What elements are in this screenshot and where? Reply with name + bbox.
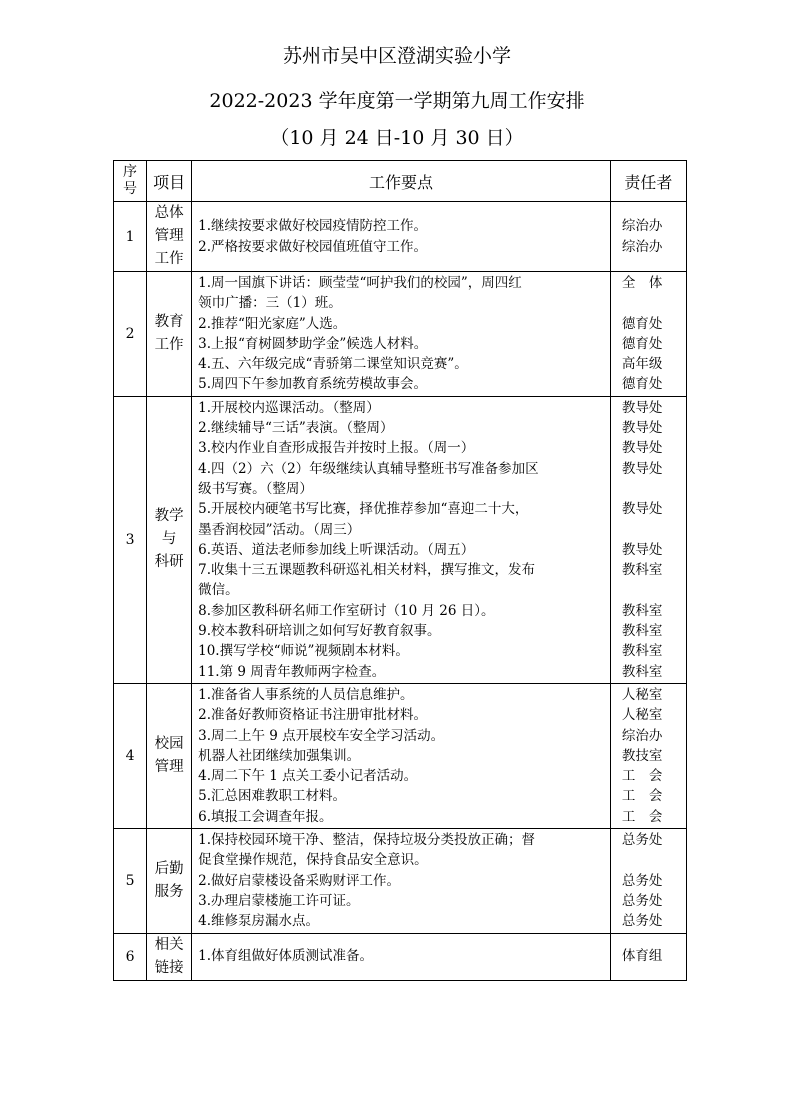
content-line: 3.上报“育树圆梦助学金”候选人材料。 <box>198 335 428 352</box>
content-line: 微信。 <box>198 582 239 599</box>
owner-line: 总务处 <box>621 913 663 930</box>
table-row <box>114 683 687 828</box>
owner-line <box>622 479 682 499</box>
owner-line: 教导处 <box>621 440 663 457</box>
category-line: 工作 <box>154 251 184 267</box>
table-row <box>114 933 687 980</box>
content-line: 1.体育组做好体质测试准备。 <box>198 948 374 965</box>
owner-line: 教科室 <box>621 643 663 660</box>
owner-line <box>622 293 682 313</box>
row-content <box>192 202 611 272</box>
row-number: 4 <box>114 683 147 828</box>
owner-line: 综治办 <box>621 727 663 744</box>
header-content: 工作要点 <box>192 161 611 202</box>
owner-line: 教科室 <box>621 562 663 579</box>
content-line: 5.周四下午参加教育系统劳模故事会。 <box>198 376 428 393</box>
owner-line: 德育处 <box>621 315 663 332</box>
row-category <box>147 396 192 683</box>
table-row <box>114 272 687 397</box>
work-plan-table <box>113 160 687 981</box>
owner-line: 全 体 <box>621 275 663 291</box>
row-number: 1 <box>114 202 147 272</box>
owner-line: 德育处 <box>621 335 663 352</box>
row-owner <box>610 683 686 828</box>
category-line: 总体 <box>154 205 184 221</box>
content-line: 机器人社团继续加强集训。 <box>198 747 361 764</box>
row-number: 2 <box>114 272 147 397</box>
category-line: 校园 <box>154 735 184 752</box>
term-title: 2022-2023 学年度第一学期第九周工作安排 <box>209 90 585 112</box>
row-category <box>147 202 192 272</box>
content-line: 促食堂操作规范，保持食品安全意识。 <box>198 852 428 869</box>
owner-line: 教科室 <box>621 602 663 619</box>
owner-line: 人秘室 <box>621 707 663 724</box>
owner-line: 教技室 <box>621 747 663 764</box>
content-line: 1.保持校园环境干净、整洁，保持垃圾分类投放正确；督 <box>198 832 536 849</box>
category-line: 工作 <box>154 336 184 353</box>
row-number: 5 <box>114 829 147 933</box>
owner-line <box>622 850 682 870</box>
row-owner <box>610 829 686 933</box>
owner-line: 教导处 <box>621 420 663 437</box>
category-line: 服务 <box>154 883 184 900</box>
owner-line: 工 会 <box>621 808 663 825</box>
category-line: 教学 <box>154 508 184 525</box>
content-line: 4.周二下午 1 点关工委小记者活动。 <box>198 768 418 785</box>
owner-line: 综治办 <box>621 238 663 255</box>
content-line: 2.准备好教师资格证书注册审批材料。 <box>198 707 428 724</box>
header-owner: 责任者 <box>610 161 686 202</box>
row-content <box>192 683 611 828</box>
content-line: 2.做好启蒙楼设备采购财评工作。 <box>198 872 401 889</box>
row-category <box>147 272 192 397</box>
content-line: 1.开展校内巡课活动。（整周） <box>198 399 380 416</box>
owner-line: 总务处 <box>621 872 663 889</box>
content-line: 1.周一国旗下讲话：顾莹莹“呵护我们的校园”，周四红 <box>198 275 522 291</box>
owner-line: 教导处 <box>621 501 663 518</box>
row-content <box>192 829 611 933</box>
row-category <box>147 933 192 980</box>
content-line: 4.五、六年级完成“青骄第二课堂知识竞赛”。 <box>198 356 468 373</box>
content-line: 1.继续按要求做好校园疫情防控工作。 <box>198 218 428 235</box>
row-number: 6 <box>114 933 147 980</box>
owner-line <box>622 580 682 600</box>
header-category: 项目 <box>147 161 192 202</box>
content-line: 6.填报工会调查年报。 <box>198 808 333 825</box>
row-owner <box>610 202 686 272</box>
owner-line: 教导处 <box>621 541 663 558</box>
content-line: 6.英语、道法老师参加线上听课活动。（周五） <box>198 541 475 558</box>
owner-line: 总务处 <box>621 832 663 849</box>
date-range: （10 月 24 日-10 月 30 日） <box>270 127 524 149</box>
category-line: 与 <box>161 531 177 548</box>
content-line: 级书写赛。（整周） <box>198 480 313 497</box>
content-line: 11.第 9 周青年教师两字检查。 <box>198 663 386 680</box>
content-line: 5.汇总困难教职工材料。 <box>198 788 347 805</box>
owner-line <box>622 520 682 540</box>
category-line: 管理 <box>154 228 184 244</box>
content-line: 2.推荐“阳光家庭”人选。 <box>198 315 347 332</box>
content-line: 墨香润校园”活动。（周三） <box>198 521 361 538</box>
content-line: 7.收集十三五课题教科研巡礼相关材料，撰写推文，发布 <box>198 562 536 579</box>
table-row <box>114 202 687 272</box>
owner-line: 工 会 <box>621 788 663 805</box>
category-line: 相关 <box>154 936 184 953</box>
table-header-row <box>114 161 687 202</box>
row-number: 3 <box>114 396 147 683</box>
content-line: 领巾广播：三（1）班。 <box>198 295 342 312</box>
category-line: 链接 <box>154 959 184 976</box>
row-content <box>192 396 611 683</box>
row-content <box>192 272 611 397</box>
row-owner <box>610 933 686 980</box>
content-line: 2.严格按要求做好校园值班值守工作。 <box>198 238 428 255</box>
header-number: 序 号 <box>114 161 147 202</box>
owner-line: 教导处 <box>621 460 663 477</box>
row-owner <box>610 272 686 397</box>
table-row <box>114 396 687 683</box>
content-line: 9.校本教科研培训之如何写好教育叙事。 <box>198 623 441 640</box>
content-line: 4.维修泵房漏水点。 <box>198 913 320 930</box>
owner-line: 总务处 <box>621 892 663 909</box>
content-line: 3.校内作业自查形成报告并按时上报。（周一） <box>198 440 475 457</box>
owner-line: 综治办 <box>621 218 663 235</box>
category-line: 后勤 <box>154 860 184 877</box>
content-line: 5.开展校内硬笔书写比赛，择优推荐参加“喜迎二十大， <box>198 501 529 518</box>
row-owner <box>610 396 686 683</box>
owner-line: 教科室 <box>621 663 663 680</box>
content-line: 3.办理启蒙楼施工许可证。 <box>198 892 360 909</box>
owner-line: 教科室 <box>621 623 663 640</box>
owner-line: 高年级 <box>621 356 663 373</box>
owner-line: 体育组 <box>621 948 663 965</box>
category-line: 管理 <box>154 758 184 775</box>
row-category <box>147 829 192 933</box>
owner-line: 德育处 <box>621 376 663 393</box>
row-category <box>147 683 192 828</box>
school-title: 苏州市吴中区澄湖实验小学 <box>282 45 511 67</box>
content-line: 3.周二上午 9 点开展校车安全学习活动。 <box>198 727 445 744</box>
owner-line: 人秘室 <box>621 686 663 703</box>
content-line: 4.四（2）六（2）年级继续认真辅导整班书写准备参加区 <box>198 460 539 477</box>
category-line: 科研 <box>154 554 184 571</box>
row-content <box>192 933 611 980</box>
table-row <box>114 829 687 933</box>
content-line: 8.参加区教科研名师工作室研讨（10 月 26 日）。 <box>198 602 495 619</box>
category-line: 教育 <box>154 313 184 330</box>
content-line: 1.准备省人事系统的人员信息维护。 <box>198 686 414 703</box>
content-line: 2.继续辅导“三话”表演。（整周） <box>198 420 394 437</box>
content-line: 10.撰写学校“师说”视频剧本材料。 <box>198 643 409 660</box>
owner-line: 教导处 <box>621 399 663 416</box>
owner-line: 工 会 <box>621 768 663 785</box>
